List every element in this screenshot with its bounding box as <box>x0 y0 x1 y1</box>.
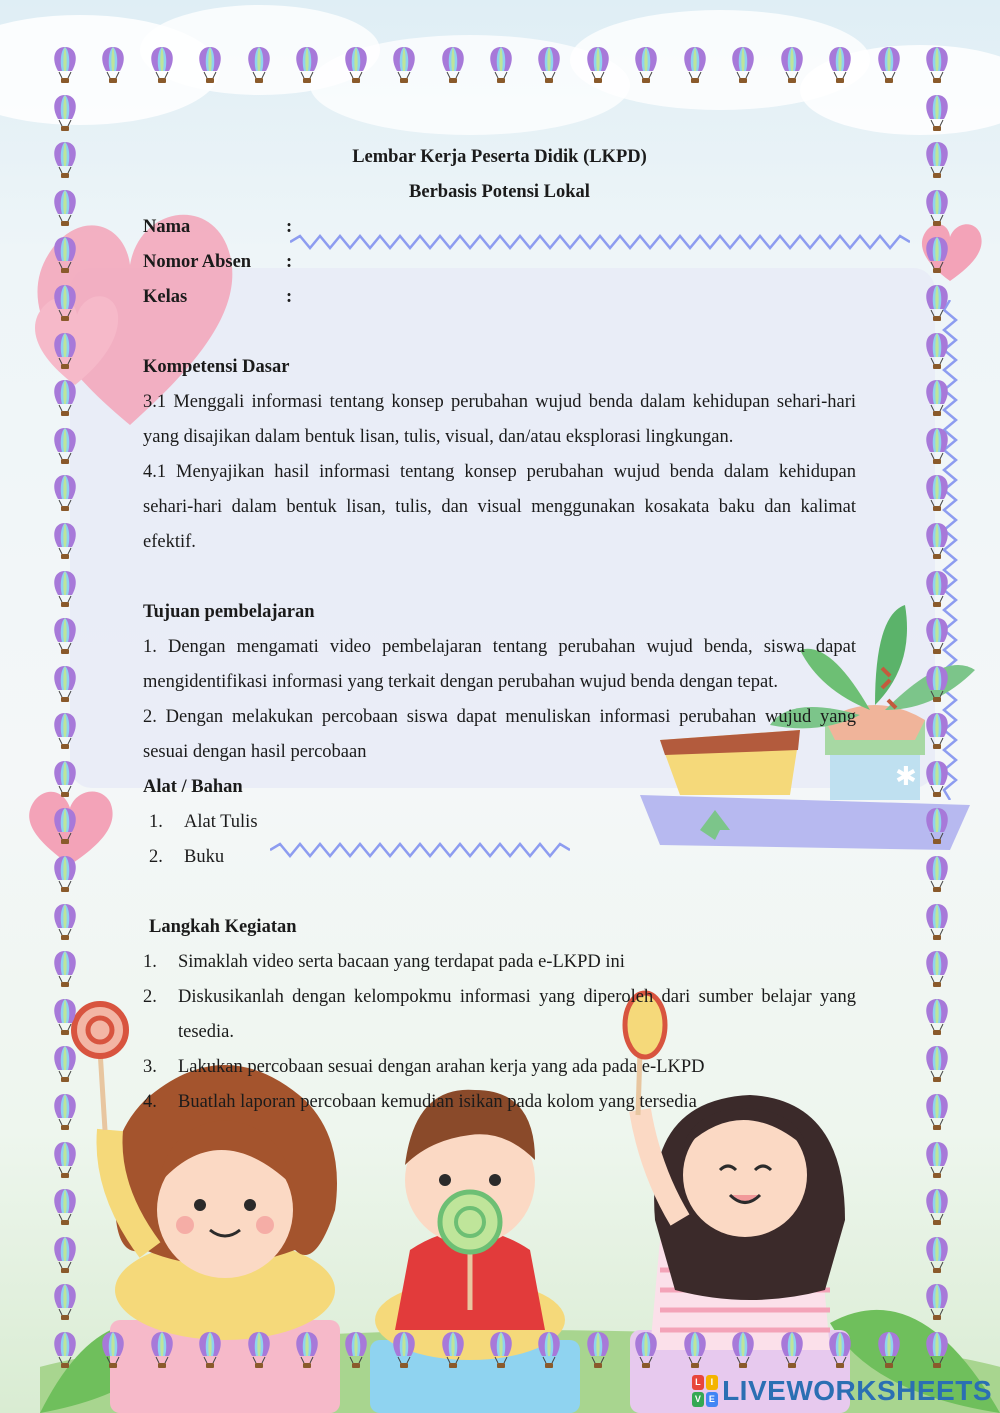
hot-air-balloon-icon <box>777 1330 807 1370</box>
hot-air-balloon-icon <box>922 1044 952 1084</box>
hot-air-balloon-icon <box>922 1330 952 1370</box>
identity-row-nomor-absen <box>143 245 856 280</box>
logo-letter: E <box>706 1392 718 1407</box>
hot-air-balloon-icon <box>922 1282 952 1322</box>
list-item <box>143 1085 856 1120</box>
list-number: 2. <box>149 847 163 867</box>
hot-air-balloon-icon <box>195 1330 225 1370</box>
hot-air-balloon-icon <box>922 521 952 561</box>
list-item <box>143 980 856 1050</box>
hot-air-balloon-icon <box>486 1330 516 1370</box>
hot-air-balloon-icon <box>389 1330 419 1370</box>
kelas-field[interactable] <box>306 280 856 315</box>
list-number: 2. <box>143 987 157 1007</box>
hot-air-balloon-icon <box>438 45 468 85</box>
list-text: Diskusikanlah dengan kelompokmu informasi yang diperoleh dari sumber belajar yang tesedia. <box>178 987 856 1042</box>
hot-air-balloon-icon <box>50 45 80 85</box>
hot-air-balloon-icon <box>922 378 952 418</box>
nomor-absen-label: Nomor Absen <box>143 252 252 272</box>
hot-air-balloon-icon <box>631 1330 661 1370</box>
hot-air-balloon-icon <box>50 1330 80 1370</box>
logo-letter: L <box>692 1375 704 1390</box>
identity-row-kelas <box>143 280 856 315</box>
tujuan-heading: Tujuan pembelajaran <box>143 602 315 622</box>
kelas-label: Kelas <box>143 287 188 307</box>
hot-air-balloon-icon <box>825 1330 855 1370</box>
hot-air-balloon-icon <box>583 1330 613 1370</box>
hot-air-balloon-icon <box>244 1330 274 1370</box>
hot-air-balloon-icon <box>292 45 322 85</box>
hot-air-balloon-icon <box>50 1092 80 1132</box>
list-item <box>143 945 856 980</box>
hot-air-balloon-icon <box>50 426 80 466</box>
hot-air-balloon-icon <box>922 854 952 894</box>
hot-air-balloon-icon <box>728 1330 758 1370</box>
hot-air-balloon-icon <box>922 664 952 704</box>
nama-colon: : <box>286 217 293 237</box>
hot-air-balloon-icon <box>50 854 80 894</box>
hot-air-balloon-icon <box>922 1140 952 1180</box>
svg-text:✱: ✱ <box>895 762 917 792</box>
langkah-list <box>143 945 856 1120</box>
hot-air-balloon-icon <box>486 45 516 85</box>
hot-air-balloon-icon <box>922 759 952 799</box>
list-text: Lakukan percobaan sesuai dengan arahan kerja yang ada pada e-LKPD <box>178 1057 705 1077</box>
hot-air-balloon-icon <box>50 711 80 751</box>
hot-air-balloon-icon <box>922 473 952 513</box>
hot-air-balloon-icon <box>534 45 564 85</box>
hot-air-balloon-icon <box>50 93 80 133</box>
hot-air-balloon-icon <box>50 1187 80 1227</box>
tujuan-item: 1. Dengan mengamati video pembelajaran tentang perubahan wujud benda, siswa dapat mengidentifikasi informasi yang terkait dengan perubahan wujud benda dengan tepat. <box>143 637 856 692</box>
hot-air-balloon-icon <box>50 997 80 1037</box>
hot-air-balloon-icon <box>341 45 371 85</box>
hot-air-balloon-icon <box>728 45 758 85</box>
worksheet-subtitle: Berbasis Potensi Lokal <box>409 182 590 202</box>
hot-air-balloon-icon <box>244 45 274 85</box>
hot-air-balloon-icon <box>50 949 80 989</box>
hot-air-balloon-icon <box>874 1330 904 1370</box>
worksheet-content <box>143 140 856 1120</box>
hot-air-balloon-icon <box>922 45 952 85</box>
hot-air-balloon-icon <box>50 331 80 371</box>
list-number: 3. <box>143 1057 157 1077</box>
hot-air-balloon-icon <box>98 1330 128 1370</box>
hot-air-balloon-icon <box>777 45 807 85</box>
hot-air-balloon-icon <box>389 45 419 85</box>
hot-air-balloon-icon <box>292 1330 322 1370</box>
list-item <box>143 840 856 875</box>
hot-air-balloon-icon <box>195 45 225 85</box>
hot-air-balloon-icon <box>50 616 80 656</box>
hot-air-balloon-icon <box>631 45 661 85</box>
hot-air-balloon-icon <box>922 806 952 846</box>
hot-air-balloon-icon <box>438 1330 468 1370</box>
list-text: Alat Tulis <box>184 812 258 832</box>
hot-air-balloon-icon <box>534 1330 564 1370</box>
hot-air-balloon-icon <box>922 93 952 133</box>
watermark-text: LIVEWORKSHEETS <box>722 1375 992 1406</box>
hot-air-balloon-icon <box>50 1235 80 1275</box>
hot-air-balloon-icon <box>341 1330 371 1370</box>
hot-air-balloon-icon <box>922 235 952 275</box>
hot-air-balloon-icon <box>50 664 80 704</box>
hot-air-balloon-icon <box>922 711 952 751</box>
list-item <box>143 805 856 840</box>
hot-air-balloon-icon <box>50 1044 80 1084</box>
alat-list <box>143 805 856 875</box>
hot-air-balloon-icon <box>50 1282 80 1322</box>
hot-air-balloon-icon <box>922 140 952 180</box>
hot-air-balloon-icon <box>50 140 80 180</box>
liveworksheets-logo-icon <box>692 1375 718 1407</box>
hot-air-balloon-icon <box>874 45 904 85</box>
alat-heading: Alat / Bahan <box>143 777 243 797</box>
worksheet-title: Lembar Kerja Peserta Didik (LKPD) <box>352 147 647 167</box>
nama-label: Nama <box>143 217 191 237</box>
hot-air-balloon-icon <box>50 473 80 513</box>
identity-row-nama <box>143 210 856 245</box>
hot-air-balloon-icon <box>922 1187 952 1227</box>
hot-air-balloon-icon <box>583 45 613 85</box>
nomor-absen-colon: : <box>286 252 293 272</box>
list-item <box>143 1050 856 1085</box>
list-text: Buku <box>184 847 225 867</box>
hot-air-balloon-icon <box>922 1235 952 1275</box>
hot-air-balloon-icon <box>50 378 80 418</box>
list-number: 1. <box>149 812 163 832</box>
logo-letter: I <box>706 1375 718 1390</box>
hot-air-balloon-icon <box>922 569 952 609</box>
hot-air-balloon-icon <box>50 521 80 561</box>
hot-air-balloon-icon <box>98 45 128 85</box>
hot-air-balloon-icon <box>50 902 80 942</box>
hot-air-balloon-icon <box>50 188 80 228</box>
hot-air-balloon-icon <box>680 45 710 85</box>
hot-air-balloon-icon <box>680 1330 710 1370</box>
list-number: 1. <box>143 952 157 972</box>
nama-field[interactable] <box>306 210 856 245</box>
tujuan-item: 2. Dengan melakukan percobaan siswa dapat menuliskan informasi perubahan wujud yang sesuai dengan hasil percobaan <box>143 707 856 762</box>
hot-air-balloon-icon <box>50 235 80 275</box>
list-text: Buatlah laporan percobaan kemudian isikan pada kolom yang tersedia <box>178 1092 697 1112</box>
hot-air-balloon-icon <box>50 283 80 323</box>
hot-air-balloon-icon <box>50 569 80 609</box>
hot-air-balloon-icon <box>922 331 952 371</box>
hot-air-balloon-icon <box>50 1140 80 1180</box>
langkah-heading: Langkah Kegiatan <box>149 917 297 937</box>
hot-air-balloon-icon <box>147 1330 177 1370</box>
list-text: Simaklah video serta bacaan yang terdapat pada e-LKPD ini <box>178 952 625 972</box>
hot-air-balloon-icon <box>50 806 80 846</box>
hot-air-balloon-icon <box>825 45 855 85</box>
hot-air-balloon-icon <box>922 616 952 656</box>
hot-air-balloon-icon <box>922 1092 952 1132</box>
nomor-absen-field[interactable] <box>306 245 856 280</box>
hot-air-balloon-icon <box>922 188 952 228</box>
hot-air-balloon-icon <box>50 759 80 799</box>
liveworksheets-watermark[interactable] <box>692 1375 992 1407</box>
kompetensi-item: 4.1 Menyajikan hasil informasi tentang konsep perubahan wujud benda dalam kehidupan sehari-hari dalam bentuk lisan, tulis, dan visual menggunakan kosakata baku dan kalimat efektif. <box>143 462 856 552</box>
kompetensi-item: 3.1 Menggali informasi tentang konsep perubahan wujud benda dalam kehidupan sehari-hari yang disajikan dalam bentuk lisan, tulis, visual, dan/atau eksplorasi lingkungan. <box>143 392 856 447</box>
hot-air-balloon-icon <box>922 997 952 1037</box>
hot-air-balloon-icon <box>922 426 952 466</box>
hot-air-balloon-icon <box>922 949 952 989</box>
hot-air-balloon-icon <box>147 45 177 85</box>
hot-air-balloon-icon <box>922 283 952 323</box>
hot-air-balloon-icon <box>922 902 952 942</box>
logo-letter: V <box>692 1392 704 1407</box>
kompetensi-heading: Kompetensi Dasar <box>143 357 290 377</box>
list-number: 4. <box>143 1092 157 1112</box>
kelas-colon: : <box>286 287 293 307</box>
